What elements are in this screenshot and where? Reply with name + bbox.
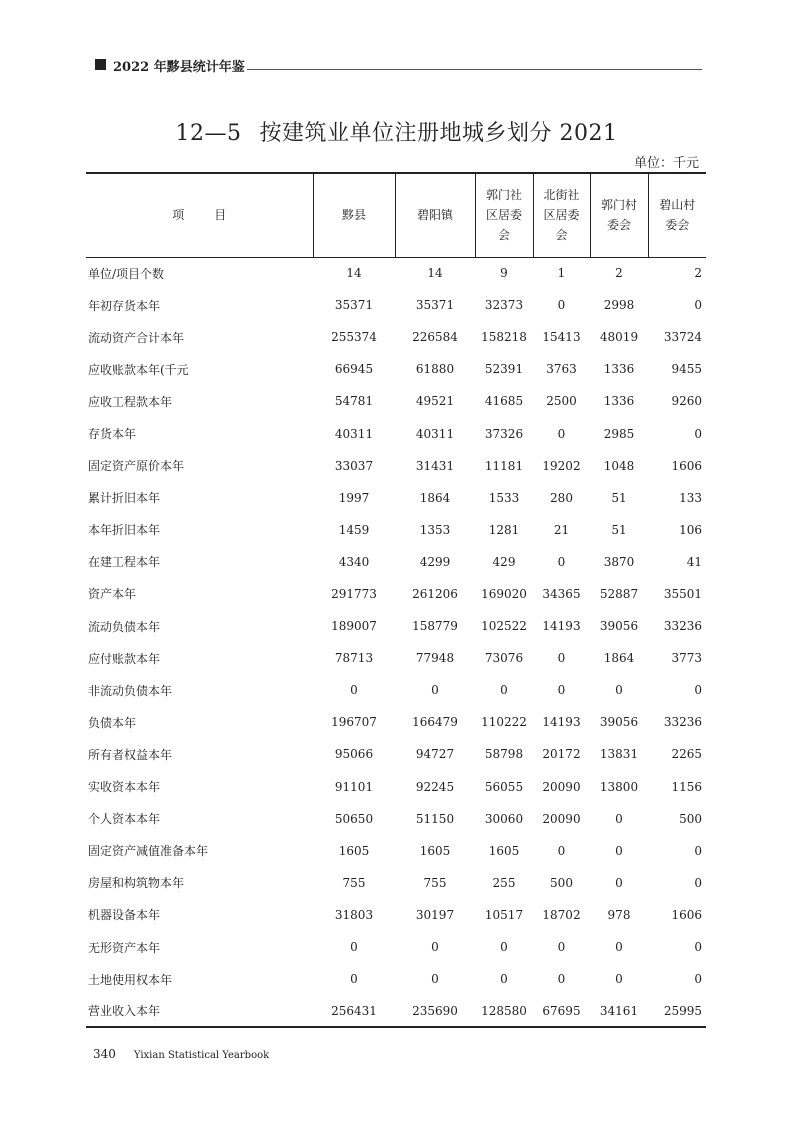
table-title — [0, 116, 793, 147]
column-header: 碧山村委会 — [648, 173, 706, 257]
table-cell: 14193 — [542, 715, 581, 730]
table-row — [86, 674, 706, 706]
table-cell: 52887 — [599, 586, 639, 601]
column-header: 郭门社区居委会 — [475, 173, 533, 257]
table-row — [86, 385, 706, 417]
row-label: 流动资产合计本年 — [88, 330, 185, 345]
row-label: 年初存货本年 — [88, 298, 161, 313]
table-cell: 40311 — [334, 426, 374, 441]
table-cell: 92245 — [415, 779, 455, 794]
table-cell: 33236 — [663, 619, 702, 634]
table-cell: 9260 — [671, 394, 702, 409]
page-footer — [93, 1047, 269, 1061]
table-cell: 13800 — [599, 779, 639, 794]
table-cell: 34365 — [542, 586, 581, 601]
table-row — [86, 995, 706, 1027]
table-cell: 0 — [500, 972, 508, 987]
row-label: 负债本年 — [88, 715, 137, 730]
table-cell: 0 — [615, 843, 623, 858]
table-cell: 1353 — [419, 522, 451, 537]
table-cell: 0 — [615, 972, 623, 987]
table-cell: 0 — [350, 683, 358, 698]
table-cell: 0 — [694, 843, 702, 858]
table-cell: 41685 — [484, 394, 524, 409]
table-cell: 20172 — [542, 747, 581, 762]
table-cell: 226584 — [412, 330, 458, 345]
table-cell: 1864 — [603, 651, 635, 666]
table-cell: 1864 — [419, 490, 451, 505]
table-cell: 3773 — [671, 651, 702, 666]
table-cell: 34161 — [590, 995, 648, 1027]
table-cell: 0 — [557, 940, 566, 955]
table-row — [86, 257, 706, 289]
table-cell: 0 — [431, 940, 439, 955]
row-label: 应收账款本年(千元 — [88, 362, 189, 377]
table-cell: 40311 — [415, 426, 455, 441]
table-title-text: 按建筑业单位注册地城乡划分 2021 — [259, 121, 618, 146]
table-cell: 1459 — [338, 522, 370, 537]
row-label: 无形资产本年 — [88, 940, 161, 955]
table-cell: 33037 — [334, 458, 374, 473]
table-cell: 2 — [694, 266, 702, 281]
row-label: 本年折旧本年 — [88, 523, 161, 538]
table-row — [86, 417, 706, 449]
table-cell: 0 — [615, 683, 623, 698]
table-cell: 0 — [694, 940, 702, 955]
table-cell: 15413 — [542, 330, 581, 345]
table-cell: 37326 — [484, 426, 524, 441]
table-cell: 78713 — [334, 651, 374, 666]
table-cell: 1048 — [603, 458, 635, 473]
column-header: 郭门村委会 — [590, 173, 648, 257]
table-cell: 291773 — [331, 586, 377, 601]
table-cell: 158218 — [481, 330, 527, 345]
table-cell: 39056 — [599, 715, 639, 730]
table-cell: 110222 — [481, 715, 527, 730]
table-row — [86, 450, 706, 482]
table-cell: 1156 — [671, 779, 702, 794]
table-row — [86, 771, 706, 803]
table-row — [86, 610, 706, 642]
table-cell: 3763 — [546, 362, 577, 377]
row-label: 营业收入本年 — [86, 995, 313, 1027]
table-row — [86, 578, 706, 610]
table-cell: 0 — [557, 298, 566, 313]
table-cell: 755 — [342, 875, 366, 890]
table-cell: 2998 — [603, 298, 635, 313]
table-cell: 106 — [679, 522, 702, 537]
table-cell: 0 — [557, 426, 566, 441]
table-cell: 31803 — [334, 907, 374, 922]
table-row — [86, 963, 706, 995]
table-cell: 429 — [492, 554, 516, 569]
table-cell: 35501 — [663, 586, 702, 601]
row-label: 存货本年 — [88, 427, 137, 442]
table-cell: 41 — [686, 554, 702, 569]
table-cell: 67695 — [533, 995, 590, 1027]
row-label: 机器设备本年 — [88, 908, 161, 923]
table-cell: 95066 — [334, 747, 374, 762]
table-cell: 14193 — [542, 619, 581, 634]
table-row — [86, 803, 706, 835]
row-label: 非流动负债本年 — [88, 683, 173, 698]
table-cell: 0 — [557, 972, 566, 987]
table-cell: 169020 — [481, 586, 527, 601]
data-table — [86, 172, 706, 1028]
table-cell: 0 — [694, 875, 702, 890]
table-cell: 133 — [679, 490, 702, 505]
table-cell: 0 — [350, 940, 358, 955]
table-cell: 1606 — [671, 907, 702, 922]
table-cell: 128580 — [475, 995, 533, 1027]
table-cell: 33236 — [663, 715, 702, 730]
column-header: 黟县 — [313, 173, 395, 257]
table-cell: 235690 — [395, 995, 475, 1027]
table-row — [86, 321, 706, 353]
table-cell: 13831 — [599, 747, 639, 762]
table-cell: 0 — [694, 426, 702, 441]
page-number: 340 — [93, 1047, 116, 1061]
table-cell: 0 — [615, 811, 623, 826]
table-cell: 1533 — [488, 490, 520, 505]
row-label: 流动负债本年 — [88, 619, 161, 634]
row-label: 房屋和构筑物本年 — [88, 876, 185, 891]
table-cell: 50650 — [334, 811, 374, 826]
table-cell: 39056 — [599, 619, 639, 634]
column-header: 北街社区居委会 — [533, 173, 590, 257]
table-cell: 66945 — [334, 362, 374, 377]
table-cell: 58798 — [484, 747, 524, 762]
table-cell: 2985 — [603, 426, 635, 441]
row-label: 应付账款本年 — [88, 651, 161, 666]
table-cell: 158779 — [412, 619, 458, 634]
table-cell: 51150 — [415, 811, 455, 826]
table-cell: 500 — [550, 875, 573, 890]
table-cell: 1 — [557, 266, 566, 281]
table-cell: 1281 — [488, 522, 520, 537]
table-cell: 14 — [346, 266, 362, 281]
table-cell: 1605 — [338, 843, 370, 858]
table-row — [86, 289, 706, 321]
table-row — [86, 899, 706, 931]
table-cell: 261206 — [412, 586, 458, 601]
table-cell: 51 — [611, 522, 627, 537]
table-cell: 0 — [557, 651, 566, 666]
table-cell: 9455 — [671, 362, 702, 377]
table-cell: 35371 — [334, 298, 374, 313]
table-cell: 21 — [553, 522, 570, 537]
table-cell: 14 — [427, 266, 443, 281]
table-cell: 25995 — [648, 995, 706, 1027]
table-row — [86, 931, 706, 963]
table-cell: 755 — [423, 875, 447, 890]
row-label: 单位/项目个数 — [88, 266, 165, 281]
table-cell: 0 — [615, 875, 623, 890]
table-cell: 0 — [615, 940, 623, 955]
table-cell: 0 — [694, 972, 702, 987]
table-cell: 77948 — [415, 651, 455, 666]
table-cell: 19202 — [542, 458, 581, 473]
table-cell: 61880 — [415, 362, 455, 377]
table-cell: 280 — [550, 490, 573, 505]
table-cell: 0 — [557, 554, 566, 569]
table-cell: 1336 — [603, 362, 635, 377]
table-cell: 94727 — [415, 747, 455, 762]
table-cell: 255 — [492, 875, 516, 890]
table-row — [86, 642, 706, 674]
table-cell: 3870 — [603, 554, 635, 569]
table-cell: 0 — [557, 683, 566, 698]
table-cell: 0 — [500, 940, 508, 955]
table-cell: 4299 — [419, 554, 451, 569]
table-cell: 166479 — [412, 715, 458, 730]
header-row — [86, 173, 706, 257]
row-label: 固定资产原价本年 — [88, 459, 185, 474]
table-cell: 18702 — [542, 907, 581, 922]
row-label: 应收工程款本年 — [88, 394, 173, 409]
column-header-item: 项 目 — [86, 173, 313, 257]
table-cell: 2500 — [546, 394, 577, 409]
table-cell: 52391 — [484, 362, 524, 377]
table-cell: 978 — [607, 907, 631, 922]
table-cell: 2 — [615, 266, 623, 281]
table-cell: 256431 — [313, 995, 395, 1027]
table-cell: 255374 — [331, 330, 377, 345]
running-header-text: 2022 年黟县统计年鉴 — [113, 60, 245, 75]
row-label: 资产本年 — [88, 587, 137, 602]
table-row — [86, 514, 706, 546]
table-cell: 1605 — [488, 843, 520, 858]
table-cell: 11181 — [484, 458, 524, 473]
table-cell: 20090 — [542, 811, 581, 826]
table-cell: 0 — [431, 972, 439, 987]
table-cell: 0 — [431, 683, 439, 698]
unit-label: 单位：千元 — [633, 156, 699, 171]
table-cell: 35371 — [415, 298, 455, 313]
row-label: 所有者权益本年 — [88, 747, 173, 762]
column-header: 碧阳镇 — [395, 173, 475, 257]
footer-text: Yixian Statistical Yearbook — [133, 1050, 270, 1061]
table-row — [86, 482, 706, 514]
table-cell: 30197 — [415, 907, 455, 922]
table-cell: 48019 — [599, 330, 639, 345]
row-label: 在建工程本年 — [88, 555, 161, 570]
table-cell: 54781 — [334, 394, 374, 409]
table-cell: 91101 — [334, 779, 374, 794]
table-cell: 20090 — [542, 779, 581, 794]
table-cell: 56055 — [484, 779, 524, 794]
table-row — [86, 867, 706, 899]
table-cell: 31431 — [415, 458, 455, 473]
table-number: 12—5 — [175, 121, 242, 146]
table-cell: 1605 — [419, 843, 451, 858]
row-label: 土地使用权本年 — [88, 972, 173, 987]
table-row — [86, 706, 706, 738]
table-cell: 0 — [557, 843, 566, 858]
table-cell: 30060 — [484, 811, 524, 826]
table-cell: 10517 — [484, 907, 524, 922]
table-row — [86, 738, 706, 770]
table-row — [86, 546, 706, 578]
table-cell: 4340 — [338, 554, 370, 569]
running-header — [95, 56, 702, 78]
table-cell: 2265 — [671, 747, 702, 762]
table-cell: 500 — [679, 811, 702, 826]
table-cell: 49521 — [415, 394, 455, 409]
table-cell: 51 — [611, 490, 627, 505]
table-cell: 0 — [350, 972, 358, 987]
row-label: 固定资产减值准备本年 — [88, 844, 209, 859]
table-row — [86, 835, 706, 867]
table-cell: 1606 — [671, 458, 702, 473]
table-cell: 102522 — [481, 619, 527, 634]
row-label: 累计折旧本年 — [88, 491, 161, 506]
table-cell: 1336 — [603, 394, 635, 409]
table-cell: 1997 — [338, 490, 370, 505]
square-bullet-icon — [95, 59, 106, 70]
table-cell: 0 — [694, 298, 702, 313]
table-cell: 73076 — [484, 651, 524, 666]
table-cell: 33724 — [663, 330, 702, 345]
row-label: 实收资本本年 — [88, 780, 161, 795]
header-rule — [247, 69, 702, 70]
table-cell: 0 — [500, 683, 508, 698]
table-row — [86, 353, 706, 385]
row-label: 个人资本本年 — [88, 812, 161, 827]
table-cell: 32373 — [484, 298, 524, 313]
table-cell: 189007 — [331, 619, 377, 634]
table-cell: 9 — [500, 266, 508, 281]
table-cell: 196707 — [331, 715, 377, 730]
table-cell: 0 — [694, 683, 702, 698]
